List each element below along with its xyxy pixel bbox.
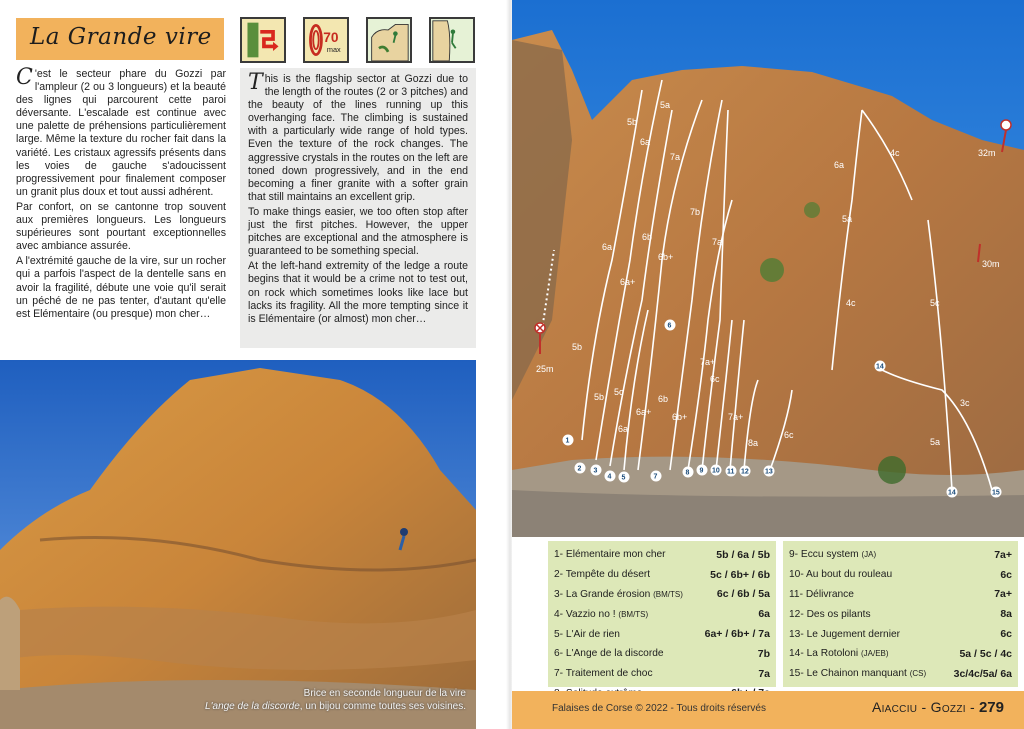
svg-text:6b: 6b — [658, 394, 669, 404]
svg-text:6: 6 — [667, 322, 672, 330]
svg-text:2: 2 — [577, 465, 582, 473]
svg-text:5c: 5c — [614, 387, 624, 397]
caption-line-2: L'ange de la discorde, un bijou comme toutes ses voisines. — [205, 701, 466, 712]
area-name: Aiacciu - Gozzi - — [871, 699, 975, 715]
svg-text:3c: 3c — [960, 398, 970, 408]
route-row: 10- Au bout du rouleau 6c — [789, 568, 1012, 581]
svg-text:5b: 5b — [572, 342, 583, 352]
svg-text:7a: 7a — [670, 152, 681, 162]
route-row: 12- Des os pilants 8a — [789, 608, 1012, 621]
svg-text:6b: 6b — [642, 232, 653, 242]
svg-text:max: max — [326, 44, 341, 54]
svg-text:6c: 6c — [784, 430, 794, 440]
svg-text:10: 10 — [712, 467, 720, 475]
french-paragraph-3: A l'extrémité gauche de la vire, sur un rocher qui a parfois l'aspect de la dentelle sans en avoir la fragilité, débute une voie qu'il serait un péché de ne pas tenter, d'autant qu'elle est Elémentaire (ou presque) mon cher… — [16, 255, 226, 320]
svg-text:4c: 4c — [846, 298, 856, 308]
svg-text:5b: 5b — [627, 117, 638, 127]
route-row: 4- Vazzio no ! (BM/TS) 6a — [554, 608, 770, 621]
footer-location — [872, 699, 1004, 716]
route-row: 9- Eccu system (JA) 7a+ — [789, 548, 1012, 561]
french-description — [16, 65, 226, 323]
rappel-left-label: 25m — [536, 364, 554, 374]
rappel-right-top-label: 32m — [978, 148, 996, 158]
route-row: 2- Tempête du désert 5c / 6b+ / 6b — [554, 568, 770, 581]
english-dropcap: T — [248, 70, 263, 95]
svg-text:5b: 5b — [594, 392, 605, 402]
svg-text:5a: 5a — [842, 214, 853, 224]
rappel-right-mid-label: 30m — [982, 259, 1000, 269]
svg-text:4: 4 — [607, 473, 612, 481]
svg-text:8: 8 — [685, 469, 690, 477]
rope-length-70-icon — [303, 17, 349, 63]
svg-text:6a: 6a — [618, 424, 629, 434]
route-row: 6- L'Ange de la discorde 7b — [554, 647, 770, 660]
page-footer — [512, 691, 1024, 729]
route-row: 3- La Grande érosion (BM/TS) 6c / 6b / 5a — [554, 588, 770, 601]
svg-text:4c: 4c — [890, 148, 900, 158]
svg-text:6b+: 6b+ — [658, 252, 674, 262]
vertical-wall-icon — [429, 17, 475, 63]
route-list — [548, 541, 1018, 687]
svg-text:9: 9 — [699, 467, 704, 475]
svg-text:15: 15 — [992, 489, 1000, 497]
photo-caption — [205, 687, 466, 713]
english-description — [248, 70, 468, 326]
english-paragraph-1: This is the flagship sector at Gozzi due to the length of the routes (2 or 3 pitches) and the beauty of the lines running up this overhanging face. The climbing is sustained with a particularly wide range of hold types. Even the texture of the rock changes. The aggressive crystals in the routes on the left are toned down progressively, and in the end becoming a finer granite with a softer grain that still maintains an excellent grip. — [248, 70, 468, 203]
svg-text:6c: 6c — [710, 374, 720, 384]
svg-text:6a+: 6a+ — [620, 277, 636, 287]
svg-text:6a: 6a — [602, 242, 613, 252]
route-row: 13- Le Jugement dernier 6c — [789, 628, 1012, 641]
topo-photo — [512, 0, 1024, 537]
copyright-text: Falaises de Corse © 2022 - Tous droits réservés — [552, 703, 766, 714]
svg-text:13: 13 — [765, 468, 773, 476]
route-list-left — [548, 541, 776, 687]
svg-text:3: 3 — [593, 467, 598, 475]
svg-text:7a+: 7a+ — [700, 357, 716, 367]
route-row: 15- Le Chainon manquant (CS) 3c/4c/5a/ 6a — [789, 667, 1012, 680]
overhang-wall-icon — [366, 17, 412, 63]
english-description-box — [240, 68, 476, 348]
svg-text:8a: 8a — [748, 438, 759, 448]
svg-text:1: 1 — [565, 437, 570, 445]
french-paragraph-1: C 'est le secteur phare du Gozzi par l'ampleur (2 ou 3 longueurs) et la beauté des lignes qui parcourent cette paroi déversante. L'escalade est continue avec une palette de préhensions particulièrement large. Même la texture du rocher fait dans la variété. Les cristaux agressifs présents dans les voies de gauche s'adoucissent progressivement pour finalement composer un granit plus doux et tout aussi adhérent. — [16, 65, 226, 198]
english-paragraph-3: At the left-hand extremity of the ledge a route begins that it would be a crime not to test out, on rock which sometimes looks like lace but lacks its fragility. All the more tempting since it is Elémentaire (or almost) mon cher… — [248, 260, 468, 325]
svg-text:6a: 6a — [640, 137, 651, 147]
english-paragraph-2: To make things easier, we too often stop after just the first pitches. However, the upper pitches are exceptional and the atmosphere is guaranteed to be something special. — [248, 205, 468, 258]
french-paragraph-2: Par confort, on se cantonne trop souvent aux premières longueurs. Les longueurs supérieures sont pourtant exceptionnelles avec ambiance assurée. — [16, 200, 226, 253]
svg-text:7b: 7b — [690, 207, 701, 217]
french-dropcap: C — [16, 65, 33, 90]
svg-text:7: 7 — [653, 473, 658, 481]
caption-line-1: Brice en seconde longueur de la vire — [303, 688, 466, 699]
svg-text:70: 70 — [323, 29, 339, 45]
svg-text:7a+: 7a+ — [728, 412, 744, 422]
right-page — [512, 0, 1024, 729]
route-row: 1- Elémentaire mon cher 5b / 6a / 5b — [554, 548, 770, 561]
svg-text:7a: 7a — [712, 237, 723, 247]
page-title: La Grande vire — [30, 24, 212, 50]
caption-route-name: L'ange de la discorde — [205, 701, 300, 712]
svg-text:5c: 5c — [930, 298, 940, 308]
svg-text:14: 14 — [876, 363, 884, 371]
climber-photo — [0, 360, 476, 729]
svg-text:6a: 6a — [834, 160, 845, 170]
title-box — [16, 18, 224, 60]
svg-text:6a+: 6a+ — [636, 407, 652, 417]
info-icons — [240, 17, 476, 63]
svg-text:11: 11 — [727, 468, 735, 476]
sun-orientation-icon — [240, 17, 286, 63]
svg-text:5: 5 — [621, 474, 626, 482]
route-list-right — [783, 541, 1018, 687]
svg-text:5a: 5a — [930, 437, 941, 447]
svg-text:14: 14 — [948, 489, 956, 497]
route-row: 7- Traitement de choc 7a — [554, 667, 770, 680]
svg-text:12: 12 — [741, 468, 749, 476]
page-number: 279 — [978, 699, 1004, 716]
route-row: 14- La Rotoloni (JA/EB) 5a / 5c / 4c — [789, 647, 1012, 660]
svg-text:5a: 5a — [660, 100, 671, 110]
route-row: 5- L'Air de rien 6a+ / 6b+ / 7a — [554, 628, 770, 641]
route-row: 11- Délivrance 7a+ — [789, 588, 1012, 601]
svg-text:6b+: 6b+ — [672, 412, 688, 422]
